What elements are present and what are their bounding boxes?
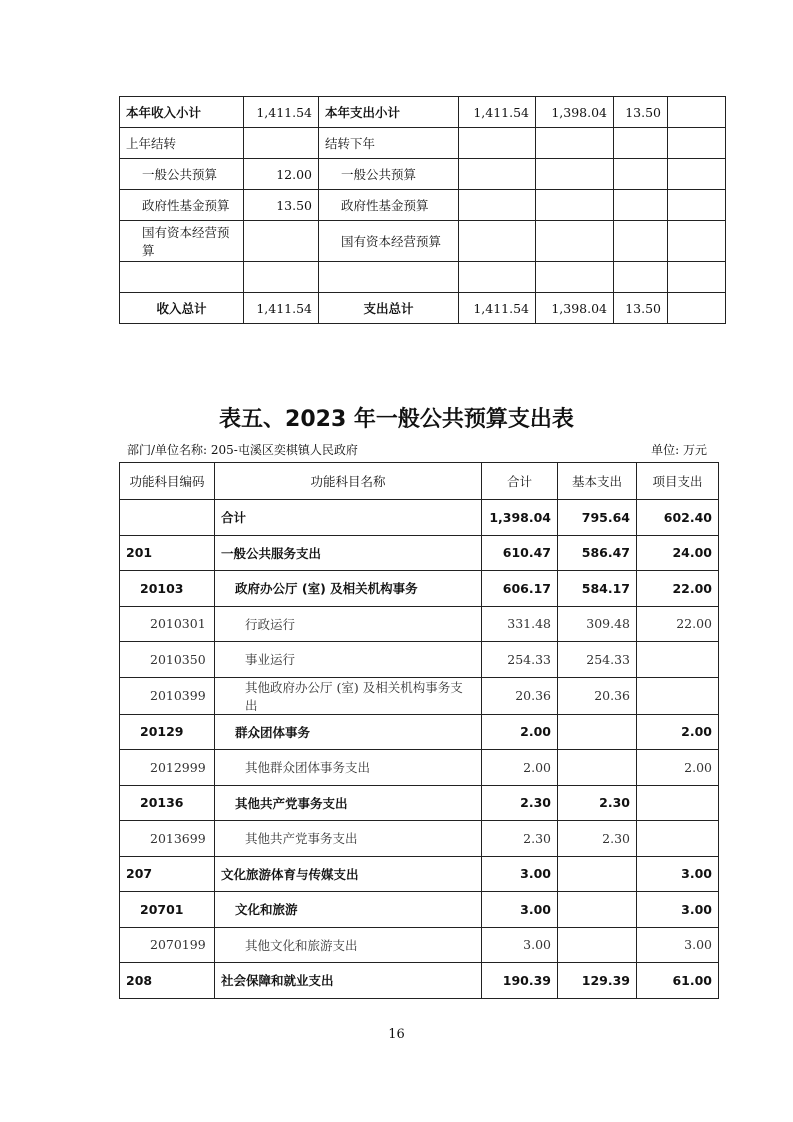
table-row xyxy=(120,856,719,892)
cell-value xyxy=(459,190,536,221)
cell-value xyxy=(536,159,614,190)
basic-cell: 254.33 xyxy=(558,642,637,678)
project-cell: 22.00 xyxy=(637,606,719,642)
basic-cell: 129.39 xyxy=(558,963,637,999)
row-label xyxy=(120,262,244,293)
name-cell: 其他群众团体事务支出 xyxy=(215,750,482,786)
table-row xyxy=(120,221,726,262)
total-cell: 610.47 xyxy=(482,535,558,571)
name-cell: 合计 xyxy=(215,500,482,536)
cell-value: 13.50 xyxy=(614,293,668,324)
cell-value xyxy=(459,128,536,159)
table-row xyxy=(120,500,719,536)
project-cell: 24.00 xyxy=(637,535,719,571)
project-cell xyxy=(637,642,719,678)
cell-value xyxy=(244,128,319,159)
name-cell: 政府办公厅 (室) 及相关机构事务 xyxy=(215,571,482,607)
basic-cell xyxy=(558,750,637,786)
table-row xyxy=(120,571,719,607)
cell-value xyxy=(536,128,614,159)
table-row xyxy=(120,750,719,786)
total-cell: 254.33 xyxy=(482,642,558,678)
name-cell: 文化旅游体育与传媒支出 xyxy=(215,856,482,892)
project-cell: 2.00 xyxy=(637,714,719,750)
cell-value xyxy=(536,221,614,262)
table-row xyxy=(120,606,719,642)
column-header: 合计 xyxy=(482,463,558,500)
table-row xyxy=(120,821,719,857)
row-label xyxy=(319,262,459,293)
row-label: 政府性基金预算 xyxy=(319,190,459,221)
code-cell: 207 xyxy=(120,856,215,892)
total-cell: 3.00 xyxy=(482,892,558,928)
cell-value: 1,411.54 xyxy=(459,293,536,324)
table-row xyxy=(120,190,726,221)
code-cell: 20136 xyxy=(120,785,215,821)
column-header: 功能科目名称 xyxy=(215,463,482,500)
table-row xyxy=(120,963,719,999)
basic-cell: 795.64 xyxy=(558,500,637,536)
expenditure-table xyxy=(119,462,719,999)
basic-cell xyxy=(558,927,637,963)
project-cell: 2.00 xyxy=(637,750,719,786)
cell-value: 13.50 xyxy=(244,190,319,221)
column-header: 基本支出 xyxy=(558,463,637,500)
cell-value: 13.50 xyxy=(614,97,668,128)
code-cell: 20701 xyxy=(120,892,215,928)
cell-value xyxy=(614,159,668,190)
cell-value: 1,398.04 xyxy=(536,97,614,128)
cell-value xyxy=(668,190,726,221)
basic-cell xyxy=(558,714,637,750)
name-cell: 群众团体事务 xyxy=(215,714,482,750)
total-cell: 1,398.04 xyxy=(482,500,558,536)
row-label: 政府性基金预算 xyxy=(120,190,244,221)
basic-cell: 309.48 xyxy=(558,606,637,642)
code-cell: 2010301 xyxy=(120,606,215,642)
cell-value: 1,398.04 xyxy=(536,293,614,324)
table-row xyxy=(120,677,719,714)
table-row xyxy=(120,128,726,159)
row-label: 收入总计 xyxy=(120,293,244,324)
total-cell: 331.48 xyxy=(482,606,558,642)
cell-value xyxy=(459,221,536,262)
cell-value xyxy=(244,262,319,293)
project-cell: 3.00 xyxy=(637,856,719,892)
name-cell: 文化和旅游 xyxy=(215,892,482,928)
row-label: 国有资本经营预算 xyxy=(319,221,459,262)
unit-label: 单位: 万元 xyxy=(651,443,707,457)
total-cell: 20.36 xyxy=(482,677,558,714)
code-cell: 20129 xyxy=(120,714,215,750)
table-row xyxy=(120,642,719,678)
basic-cell xyxy=(558,892,637,928)
cell-value xyxy=(668,262,726,293)
total-cell: 2.00 xyxy=(482,714,558,750)
total-cell: 3.00 xyxy=(482,856,558,892)
cell-value xyxy=(536,190,614,221)
basic-cell: 2.30 xyxy=(558,821,637,857)
cell-value xyxy=(668,159,726,190)
cell-value xyxy=(614,190,668,221)
cell-value xyxy=(614,128,668,159)
code-cell: 2012999 xyxy=(120,750,215,786)
cell-value xyxy=(668,293,726,324)
code-cell xyxy=(120,500,215,536)
cell-value xyxy=(668,221,726,262)
row-label: 一般公共预算 xyxy=(319,159,459,190)
project-cell: 602.40 xyxy=(637,500,719,536)
basic-cell: 584.17 xyxy=(558,571,637,607)
table-row xyxy=(120,97,726,128)
code-cell: 20103 xyxy=(120,571,215,607)
cell-value xyxy=(668,97,726,128)
summary-table xyxy=(119,96,726,324)
cell-value: 12.00 xyxy=(244,159,319,190)
cell-value xyxy=(536,262,614,293)
row-label: 上年结转 xyxy=(120,128,244,159)
cell-value xyxy=(459,159,536,190)
row-label: 国有资本经营预算 xyxy=(120,221,244,262)
total-cell: 3.00 xyxy=(482,927,558,963)
name-cell: 其他文化和旅游支出 xyxy=(215,927,482,963)
total-cell: 2.30 xyxy=(482,785,558,821)
cell-value xyxy=(614,262,668,293)
code-cell: 2070199 xyxy=(120,927,215,963)
page-title: 表五、2023 年一般公共预算支出表 xyxy=(219,407,574,432)
table-row xyxy=(120,785,719,821)
total-cell: 606.17 xyxy=(482,571,558,607)
code-cell: 201 xyxy=(120,535,215,571)
column-header: 项目支出 xyxy=(637,463,719,500)
row-label: 本年收入小计 xyxy=(120,97,244,128)
row-label: 结转下年 xyxy=(319,128,459,159)
code-cell: 2010350 xyxy=(120,642,215,678)
cell-value xyxy=(668,128,726,159)
code-cell: 2010399 xyxy=(120,677,215,714)
row-label: 支出总计 xyxy=(319,293,459,324)
code-cell: 2013699 xyxy=(120,821,215,857)
cell-value: 1,411.54 xyxy=(459,97,536,128)
project-cell: 3.00 xyxy=(637,927,719,963)
cell-value xyxy=(459,262,536,293)
table-row xyxy=(120,535,719,571)
basic-cell xyxy=(558,856,637,892)
table-header-row xyxy=(120,463,719,500)
project-cell xyxy=(637,677,719,714)
table-row xyxy=(120,927,719,963)
name-cell: 一般公共服务支出 xyxy=(215,535,482,571)
department-label: 部门/单位名称: 205-屯溪区奕棋镇人民政府 xyxy=(127,443,358,457)
cell-value xyxy=(244,221,319,262)
basic-cell: 20.36 xyxy=(558,677,637,714)
table-row xyxy=(120,293,726,324)
column-header: 功能科目编码 xyxy=(120,463,215,500)
project-cell: 22.00 xyxy=(637,571,719,607)
basic-cell: 586.47 xyxy=(558,535,637,571)
table-row xyxy=(120,714,719,750)
row-label: 本年支出小计 xyxy=(319,97,459,128)
total-cell: 2.30 xyxy=(482,821,558,857)
cell-value: 1,411.54 xyxy=(244,293,319,324)
name-cell: 其他共产党事务支出 xyxy=(215,785,482,821)
project-cell xyxy=(637,821,719,857)
basic-cell: 2.30 xyxy=(558,785,637,821)
project-cell: 61.00 xyxy=(637,963,719,999)
name-cell: 行政运行 xyxy=(215,606,482,642)
cell-value xyxy=(614,221,668,262)
name-cell: 事业运行 xyxy=(215,642,482,678)
project-cell xyxy=(637,785,719,821)
cell-value: 1,411.54 xyxy=(244,97,319,128)
project-cell: 3.00 xyxy=(637,892,719,928)
name-cell: 社会保障和就业支出 xyxy=(215,963,482,999)
table-row xyxy=(120,262,726,293)
row-label: 一般公共预算 xyxy=(120,159,244,190)
code-cell: 208 xyxy=(120,963,215,999)
page-number: 16 xyxy=(388,1027,405,1042)
name-cell: 其他共产党事务支出 xyxy=(215,821,482,857)
table-row xyxy=(120,159,726,190)
total-cell: 190.39 xyxy=(482,963,558,999)
name-cell: 其他政府办公厅 (室) 及相关机构事务支出 xyxy=(215,677,482,714)
table-row xyxy=(120,892,719,928)
total-cell: 2.00 xyxy=(482,750,558,786)
